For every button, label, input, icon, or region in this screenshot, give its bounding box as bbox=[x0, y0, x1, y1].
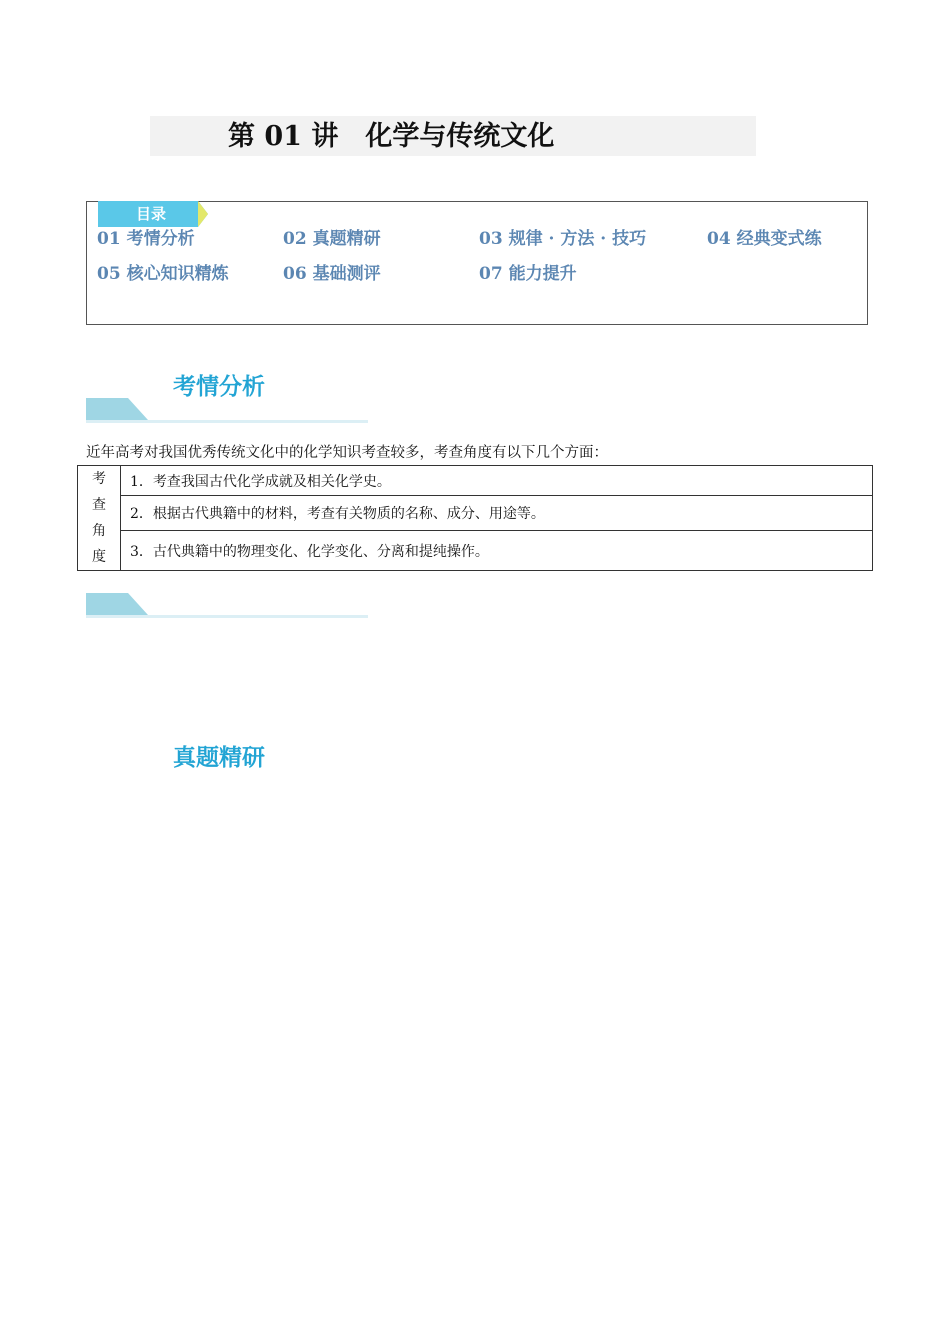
page-title: 第 01 讲 化学与传统文化 bbox=[228, 121, 555, 152]
toc-item-analysis[interactable]: 01 考情分析 bbox=[97, 229, 195, 249]
toc-item-exam[interactable]: 02 真题精研 bbox=[283, 229, 381, 249]
toc-item-basic[interactable]: 06 基础测评 bbox=[283, 264, 381, 284]
table-row: 3．古代典籍中的物理变化、化学变化、分离和提纯操作。 bbox=[121, 531, 873, 571]
toc-item-ability[interactable]: 07 能力提升 bbox=[479, 264, 577, 284]
side-char: 度 bbox=[92, 549, 106, 565]
section-title-analysis: 考情分析 bbox=[173, 374, 265, 400]
toc-item-core[interactable]: 05 核心知识精炼 bbox=[97, 264, 229, 284]
side-char: 考 bbox=[92, 471, 106, 487]
table-row: 2．根据古代典籍中的材料，考查有关物质的名称、成分、用途等。 bbox=[121, 496, 873, 531]
table-side-label bbox=[78, 466, 121, 571]
section-header-band bbox=[86, 591, 368, 621]
toc-tab-label: 目录 bbox=[135, 205, 166, 223]
section-title-exam: 真题精研 bbox=[173, 745, 265, 771]
toc-item-methods[interactable]: 03 规律 · 方法 · 技巧 bbox=[479, 229, 647, 249]
exam-angles-table bbox=[77, 465, 873, 571]
side-char: 角 bbox=[92, 523, 106, 539]
table-row: 1．考查我国古代化学成就及相关化学史。 bbox=[121, 466, 873, 496]
toc-item-variants[interactable]: 04 经典变式练 bbox=[707, 229, 822, 249]
intro-text: 近年高考对我国优秀传统文化中的化学知识考查较多，考查角度有以下几个方面： bbox=[86, 445, 608, 461]
side-char: 查 bbox=[92, 497, 106, 513]
